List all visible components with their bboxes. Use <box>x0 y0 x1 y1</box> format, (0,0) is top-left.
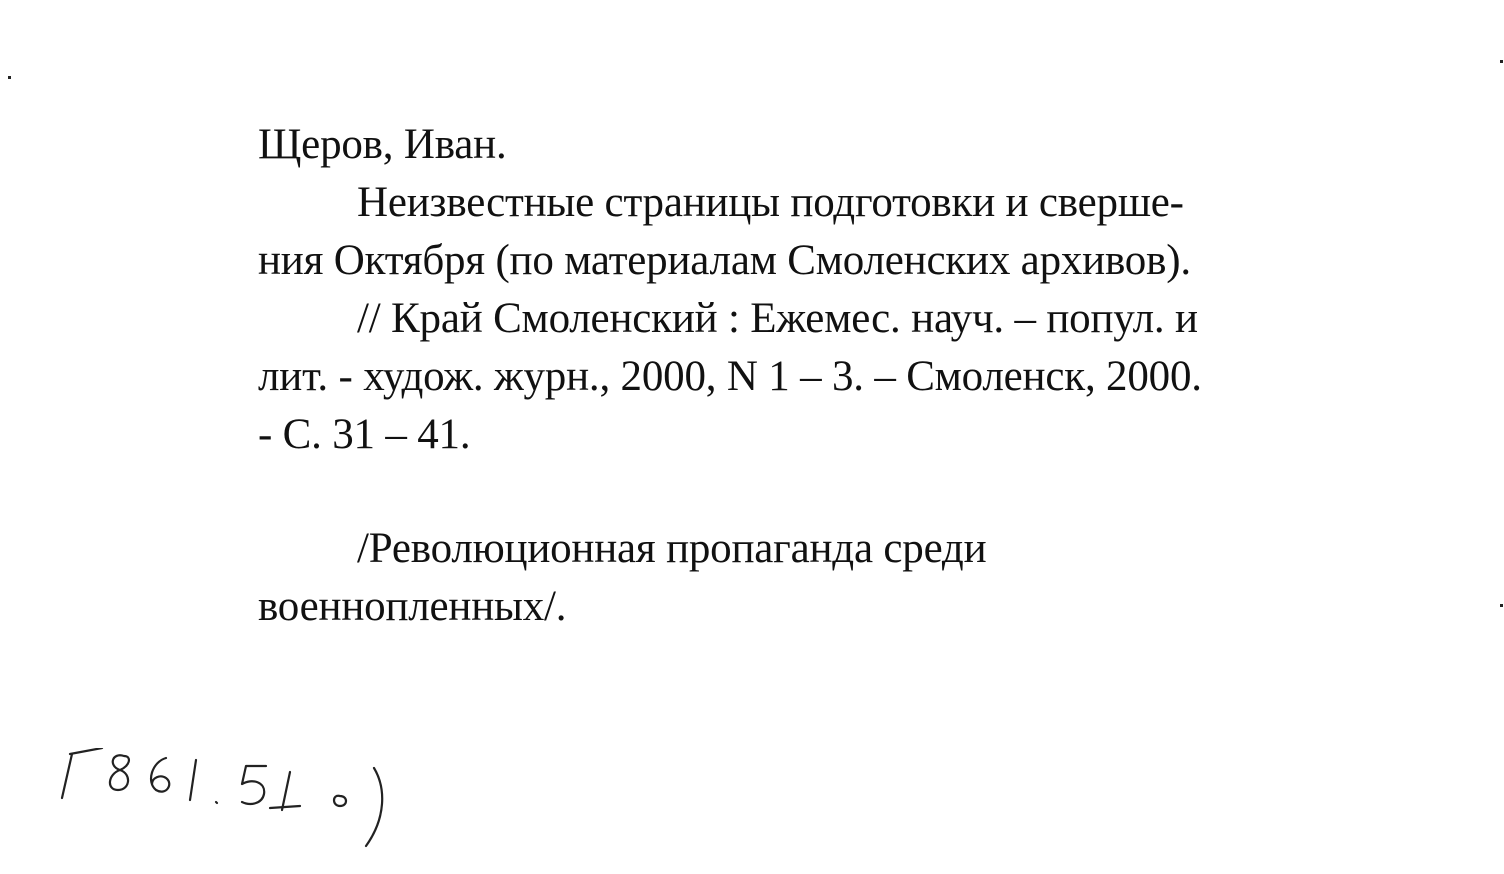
source-line-3: - С. 31 – 41. <box>258 411 471 458</box>
spacer <box>258 464 1398 520</box>
title-line-2: ния Октября (по материалам Смоленских архивов). <box>258 237 1191 284</box>
scan-speck <box>1500 60 1503 63</box>
author-heading: Щеров, Иван. <box>258 121 507 168</box>
handwritten-shelfmark <box>56 748 426 858</box>
annotation-line-2: военнопленных/. <box>258 583 567 630</box>
bibliographic-entry <box>258 116 1398 636</box>
scan-speck <box>8 76 11 79</box>
title-line-1: Неизвестные страницы подготовки и сверше- <box>357 179 1184 226</box>
annotation-line-1: /Революционная пропаганда среди <box>357 525 987 572</box>
source-line-1: // Край Смоленский : Ежемес. науч. – попул. и <box>357 295 1198 342</box>
source-line-2: лит. - худож. журн., 2000, N 1 – 3. – Смоленск, 2000. <box>258 353 1202 400</box>
scan-speck <box>1500 604 1503 607</box>
